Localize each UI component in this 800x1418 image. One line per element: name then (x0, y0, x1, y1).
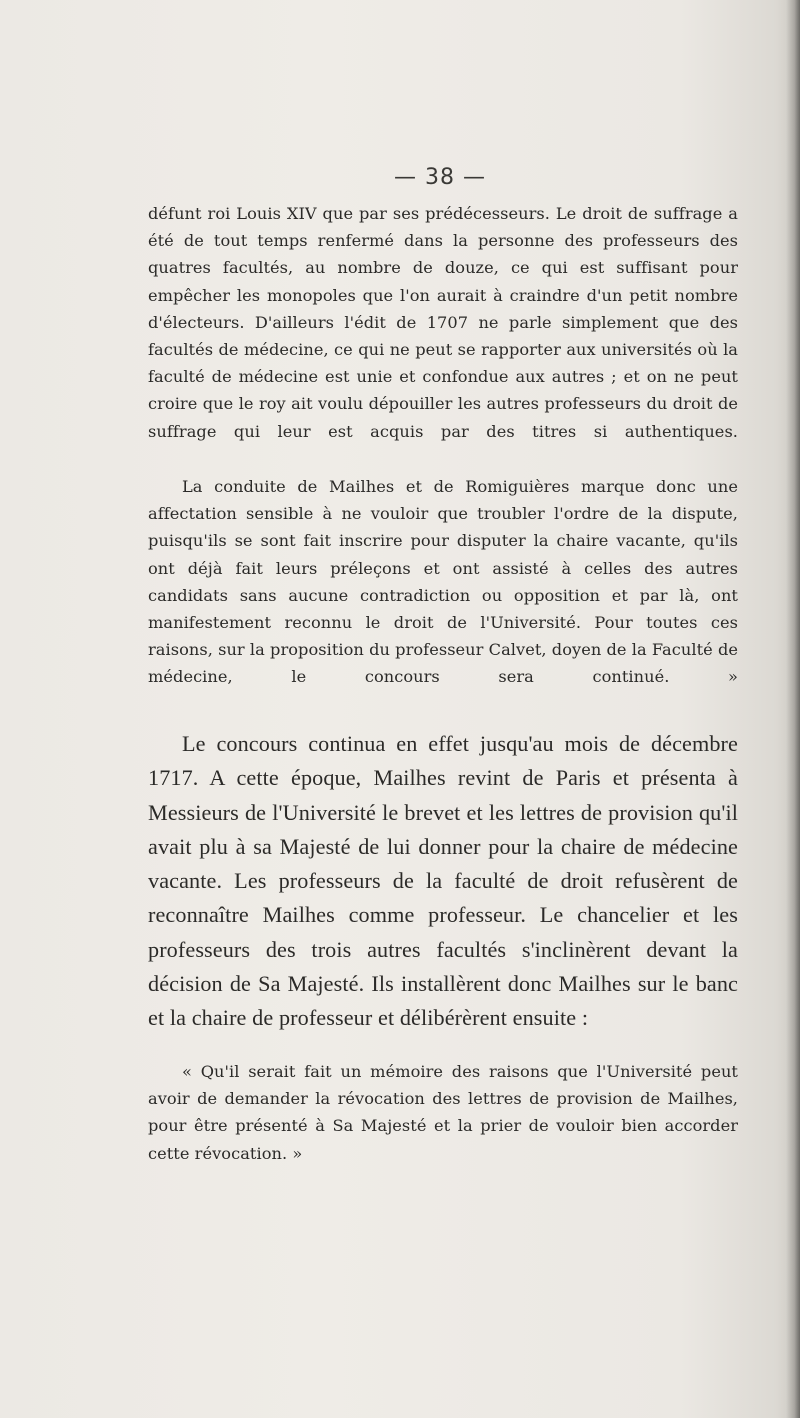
paragraph-suffrage: défunt roi Louis XIV que par ses prédécesseurs. Le droit de suffrage a été de tout temps renfermé dans la personne des professeurs des quatres facultés, au nombre de douze, ce qui est suffisant pour empêcher les monopoles que l'on aurait à craindre d'un petit nombre d'électeurs. D'ailleurs l'édit de 1707 ne parle simplement que des facultés de médecine, ce qui ne peut se rapporter aux universités où la faculté de médecine est unie et confondue aux autres ; et on ne peut croire que le roy ait voulu dépouiller les autres professeurs du droit de suffrage qui leur est acquis par des titres si authentiques. (148, 204, 738, 441)
page-number: — 38 — (394, 165, 486, 190)
paragraph-concours: Le concours continua en effet jusqu'au mois de décembre 1717. A cette époque, Mailhes revint de Paris et présenta à Messieurs de l'Université le brevet et les lettres de provision qu'il avait plu à sa Majesté de lui donner pour la chaire de médecine vacante. Les professeurs de la faculté de droit refusèrent de reconnaître Mailhes comme professeur. Le chancelier et les professeurs des trois autres facultés s'inclinèrent devant la décision de Sa Majesté. Ils installèrent donc Mailhes sur le banc et la chaire de professeur et délibérèrent ensuite : (148, 731, 738, 1031)
page-edge-shadow (786, 0, 800, 1418)
paragraph-conduite: La conduite de Mailhes et de Romiguières marque donc une affectation sensible à ne vouloir que troubler l'ordre de la dispute, puisqu'ils se sont fait inscrire pour disputer la chaire vacante, qu'ils ont déjà fait leurs préleçons et ont assisté à celles des autres candidats sans aucune contradiction ou opposition et par là, ont manifestement reconnu le droit de l'Université. Pour toutes ces raisons, sur la proposition du professeur Calvet, doyen de la Faculté de médecine, le concours sera continué. » (148, 477, 738, 687)
paragraph-memoire: « Qu'il serait fait un mémoire des raisons que l'Université peut avoir de demander la révocation des lettres de provision de Mailhes, pour être présenté à Sa Majesté et la prier de vouloir bien accorder cette révocation. » (148, 1062, 738, 1163)
